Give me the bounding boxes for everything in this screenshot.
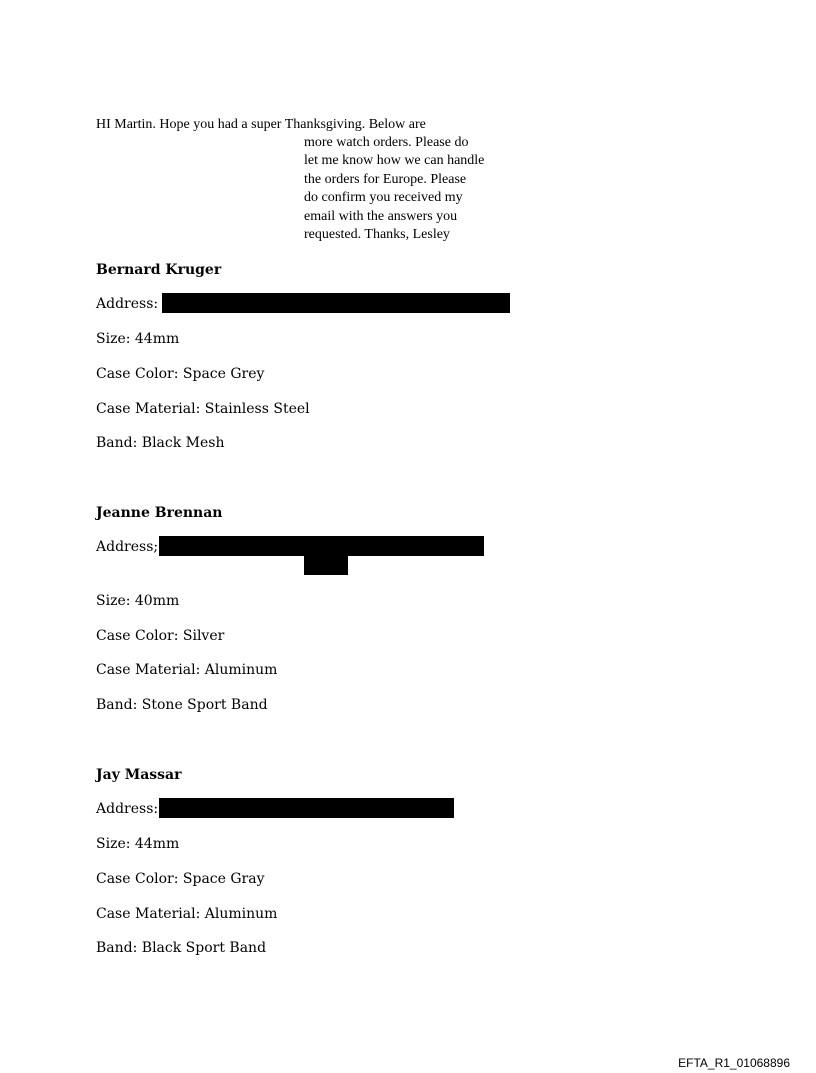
redaction-bar: [159, 536, 484, 556]
order-1-case-color: Case Color: Space Grey: [96, 366, 265, 382]
intro-first-line: HI Martin. Hope you had a super Thanksgiving. Below are: [96, 117, 426, 132]
order-1-name: Bernard Kruger: [96, 262, 222, 278]
intro-line: requested. Thanks, Lesley: [304, 227, 450, 243]
order-1-address-label: Address:: [96, 296, 159, 312]
redaction-bar: [304, 556, 348, 575]
order-3-address-label: Address:: [96, 801, 159, 817]
order-3-case-material: Case Material: Aluminum: [96, 906, 278, 922]
order-2-case-color: Case Color: Silver: [96, 628, 225, 644]
order-1-size: Size: 44mm: [96, 331, 180, 347]
order-3-size: Size: 44mm: [96, 836, 180, 852]
order-3-band: Band: Black Sport Band: [96, 940, 267, 956]
order-2-band: Band: Stone Sport Band: [96, 697, 268, 713]
intro-line: the orders for Europe. Please: [304, 171, 467, 187]
order-2-size: Size: 40mm: [96, 593, 180, 609]
order-2-address-label: Address;: [96, 539, 159, 555]
order-3-case-color: Case Color: Space Gray: [96, 871, 265, 887]
intro-line: email with the answers you: [304, 208, 458, 224]
redaction-bar: [159, 798, 454, 818]
order-2-name: Jeanne Brennan: [96, 505, 223, 521]
intro-line: let me know how we can handle: [304, 153, 485, 169]
intro-line: do confirm you received my: [304, 190, 463, 206]
order-1-case-material: Case Material: Stainless Steel: [96, 401, 310, 417]
order-3-name: Jay Massar: [96, 767, 182, 783]
redaction-bar: [162, 293, 510, 313]
order-2-case-material: Case Material: Aluminum: [96, 662, 278, 678]
document-id: EFTA_R1_01068896: [678, 1056, 790, 1070]
intro-paragraph: [304, 134, 484, 244]
intro-line: more watch orders. Please do: [304, 135, 469, 150]
order-1-band: Band: Black Mesh: [96, 435, 225, 451]
